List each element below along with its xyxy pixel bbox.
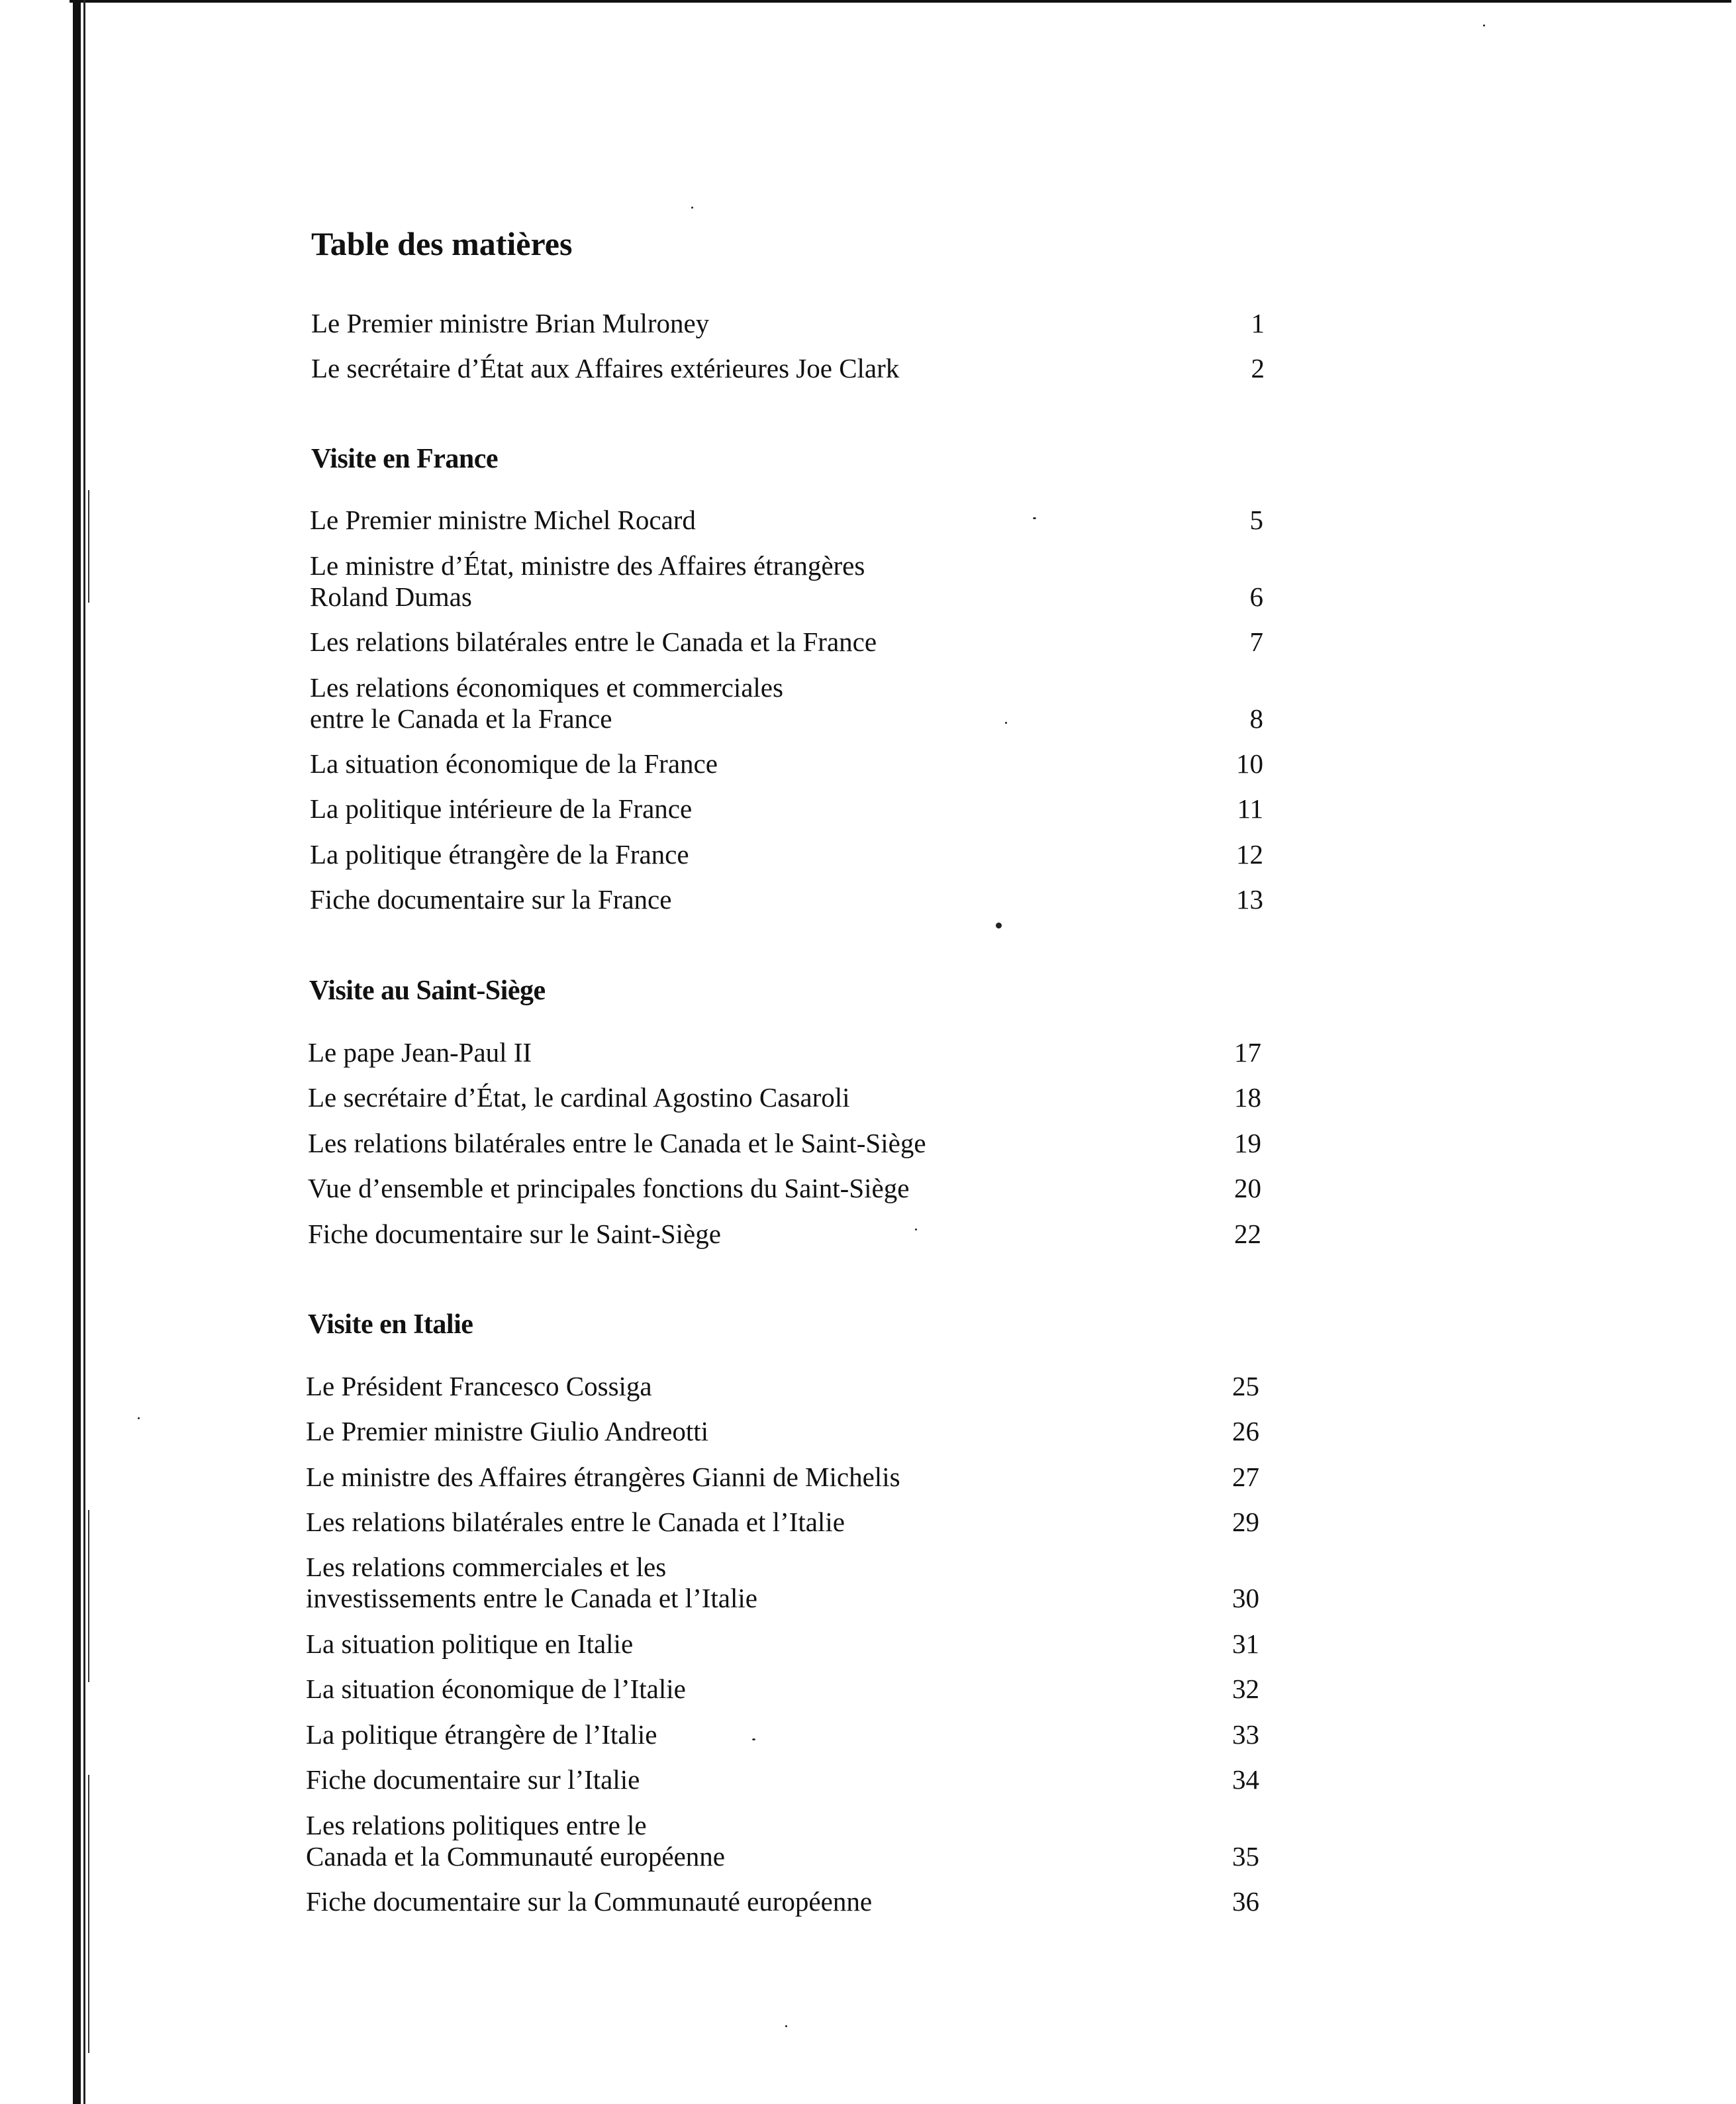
toc-entry[interactable] — [308, 1037, 1261, 1068]
toc-entry-title: Le pape Jean-Paul II — [308, 1037, 532, 1068]
toc-entry[interactable] — [311, 353, 1265, 384]
toc-entry[interactable] — [306, 1462, 1259, 1493]
toc-entry-title: La situation politique en Italie — [306, 1628, 634, 1659]
toc-entry[interactable] — [306, 1674, 1259, 1705]
toc-entry[interactable] — [310, 793, 1263, 825]
toc-entry[interactable] — [306, 1371, 1259, 1402]
page-title: Table des matières — [311, 225, 573, 262]
toc-entry-page: 20 — [1234, 1173, 1261, 1203]
toc-entry-page: 12 — [1236, 839, 1263, 870]
toc-entry-title: Les relations bilatérales entre le Canada et la France — [310, 626, 877, 657]
toc-entry-title: Le ministre d’État, ministre des Affaires étrangères Roland Dumas — [310, 550, 865, 612]
toc-entry-page: 5 — [1249, 505, 1263, 535]
toc-entry-title: Le ministre des Affaires étrangères Gianni de Michelis — [306, 1462, 900, 1492]
toc-entry[interactable] — [310, 550, 1263, 613]
toc-entry-title: La situation économique de la France — [310, 748, 718, 779]
toc-entry[interactable] — [308, 1173, 1261, 1204]
toc-entry-page: 29 — [1232, 1507, 1259, 1537]
toc-entry-title: Les relations politiques entre le Canada et la Communauté européenne — [306, 1810, 725, 1872]
toc-entry-page: 30 — [1232, 1583, 1259, 1613]
toc-entry-page: 22 — [1234, 1219, 1261, 1249]
toc-entry-title: Fiche documentaire sur le Saint-Siège — [308, 1219, 721, 1249]
toc-entry[interactable] — [310, 884, 1263, 915]
toc-entry-page: 31 — [1232, 1628, 1259, 1659]
toc-entry-title: Les relations bilatérales entre le Canada et le Saint-Siège — [308, 1128, 926, 1158]
toc-entry-page: 8 — [1249, 703, 1263, 734]
toc-entry-page: 26 — [1232, 1416, 1259, 1446]
toc-entry-page: 25 — [1232, 1371, 1259, 1401]
toc-entry-title: La politique étrangère de la France — [310, 839, 689, 870]
toc-entry-title: Fiche documentaire sur l’Italie — [306, 1764, 640, 1795]
toc-entry[interactable] — [310, 505, 1263, 536]
toc-entry-title: Les relations économiques et commerciales entre le Canada et la France — [310, 672, 783, 734]
toc-entry[interactable] — [306, 1764, 1259, 1795]
toc-entry[interactable] — [306, 1628, 1259, 1660]
toc-entry[interactable] — [308, 1219, 1261, 1250]
toc-entry-title: Les relations commerciales et les investissements entre le Canada et l’Italie — [306, 1552, 757, 1613]
toc-entry-page: 33 — [1232, 1719, 1259, 1750]
toc-entry-page: 35 — [1232, 1841, 1259, 1872]
toc-entry-title: Le Premier ministre Brian Mulroney — [311, 308, 710, 338]
toc-entry[interactable] — [306, 1719, 1259, 1750]
toc-entry-page: 7 — [1249, 626, 1263, 657]
toc-entry-page: 13 — [1236, 884, 1263, 915]
toc-entry[interactable] — [306, 1507, 1259, 1538]
toc-entry-page: 10 — [1236, 748, 1263, 779]
toc-entry-title: Le secrétaire d’État aux Affaires extérieures Joe Clark — [311, 353, 900, 383]
toc-entry-title: Les relations bilatérales entre le Canada et l’Italie — [306, 1507, 845, 1537]
toc-entry-title: Fiche documentaire sur la Communauté européenne — [306, 1886, 873, 1917]
toc-entry-title: Le secrétaire d’État, le cardinal Agostino Casaroli — [308, 1082, 850, 1113]
toc-entry-page: 19 — [1234, 1128, 1261, 1158]
toc-entry[interactable] — [306, 1810, 1259, 1872]
toc-entry[interactable] — [306, 1886, 1259, 1917]
toc-entry[interactable] — [306, 1552, 1259, 1614]
toc-entry-title: La politique étrangère de l’Italie — [306, 1719, 657, 1750]
toc-entry-title: Le Premier ministre Giulio Andreotti — [306, 1416, 709, 1446]
toc-entry-page: 36 — [1232, 1886, 1259, 1917]
toc-entry-title: Le Président Francesco Cossiga — [306, 1371, 652, 1401]
toc-entry-page: 34 — [1232, 1764, 1259, 1795]
toc-entry[interactable] — [310, 748, 1263, 779]
toc-entry-title: Vue d’ensemble et principales fonctions du Saint-Siège — [308, 1173, 910, 1203]
toc-entry[interactable] — [310, 672, 1263, 734]
section-heading-saint-siege: Visite au Saint-Siège — [309, 976, 546, 1006]
toc-entry-page: 27 — [1232, 1462, 1259, 1492]
toc-entry-page: 1 — [1251, 308, 1265, 338]
toc-entry[interactable] — [311, 308, 1265, 339]
toc-entry-page: 6 — [1249, 581, 1263, 612]
toc-entry-page: 11 — [1237, 793, 1263, 824]
section-heading-italie: Visite en Italie — [308, 1309, 473, 1340]
toc-entry-page: 18 — [1234, 1082, 1261, 1113]
toc-entry-title: Le Premier ministre Michel Rocard — [310, 505, 696, 535]
section-heading-france: Visite en France — [311, 444, 499, 474]
toc-entry-title: La situation économique de l’Italie — [306, 1674, 686, 1704]
toc-entry[interactable] — [306, 1416, 1259, 1447]
toc-entry[interactable] — [308, 1082, 1261, 1113]
toc-entry[interactable] — [308, 1128, 1261, 1159]
toc-entry-page: 17 — [1234, 1037, 1261, 1068]
toc-entry[interactable] — [310, 839, 1263, 870]
toc-entry-title: Fiche documentaire sur la France — [310, 884, 672, 915]
toc-entry[interactable] — [310, 626, 1263, 658]
toc-entry-page: 32 — [1232, 1674, 1259, 1704]
toc-entry-page: 2 — [1251, 353, 1265, 383]
toc-entry-title: La politique intérieure de la France — [310, 793, 693, 824]
